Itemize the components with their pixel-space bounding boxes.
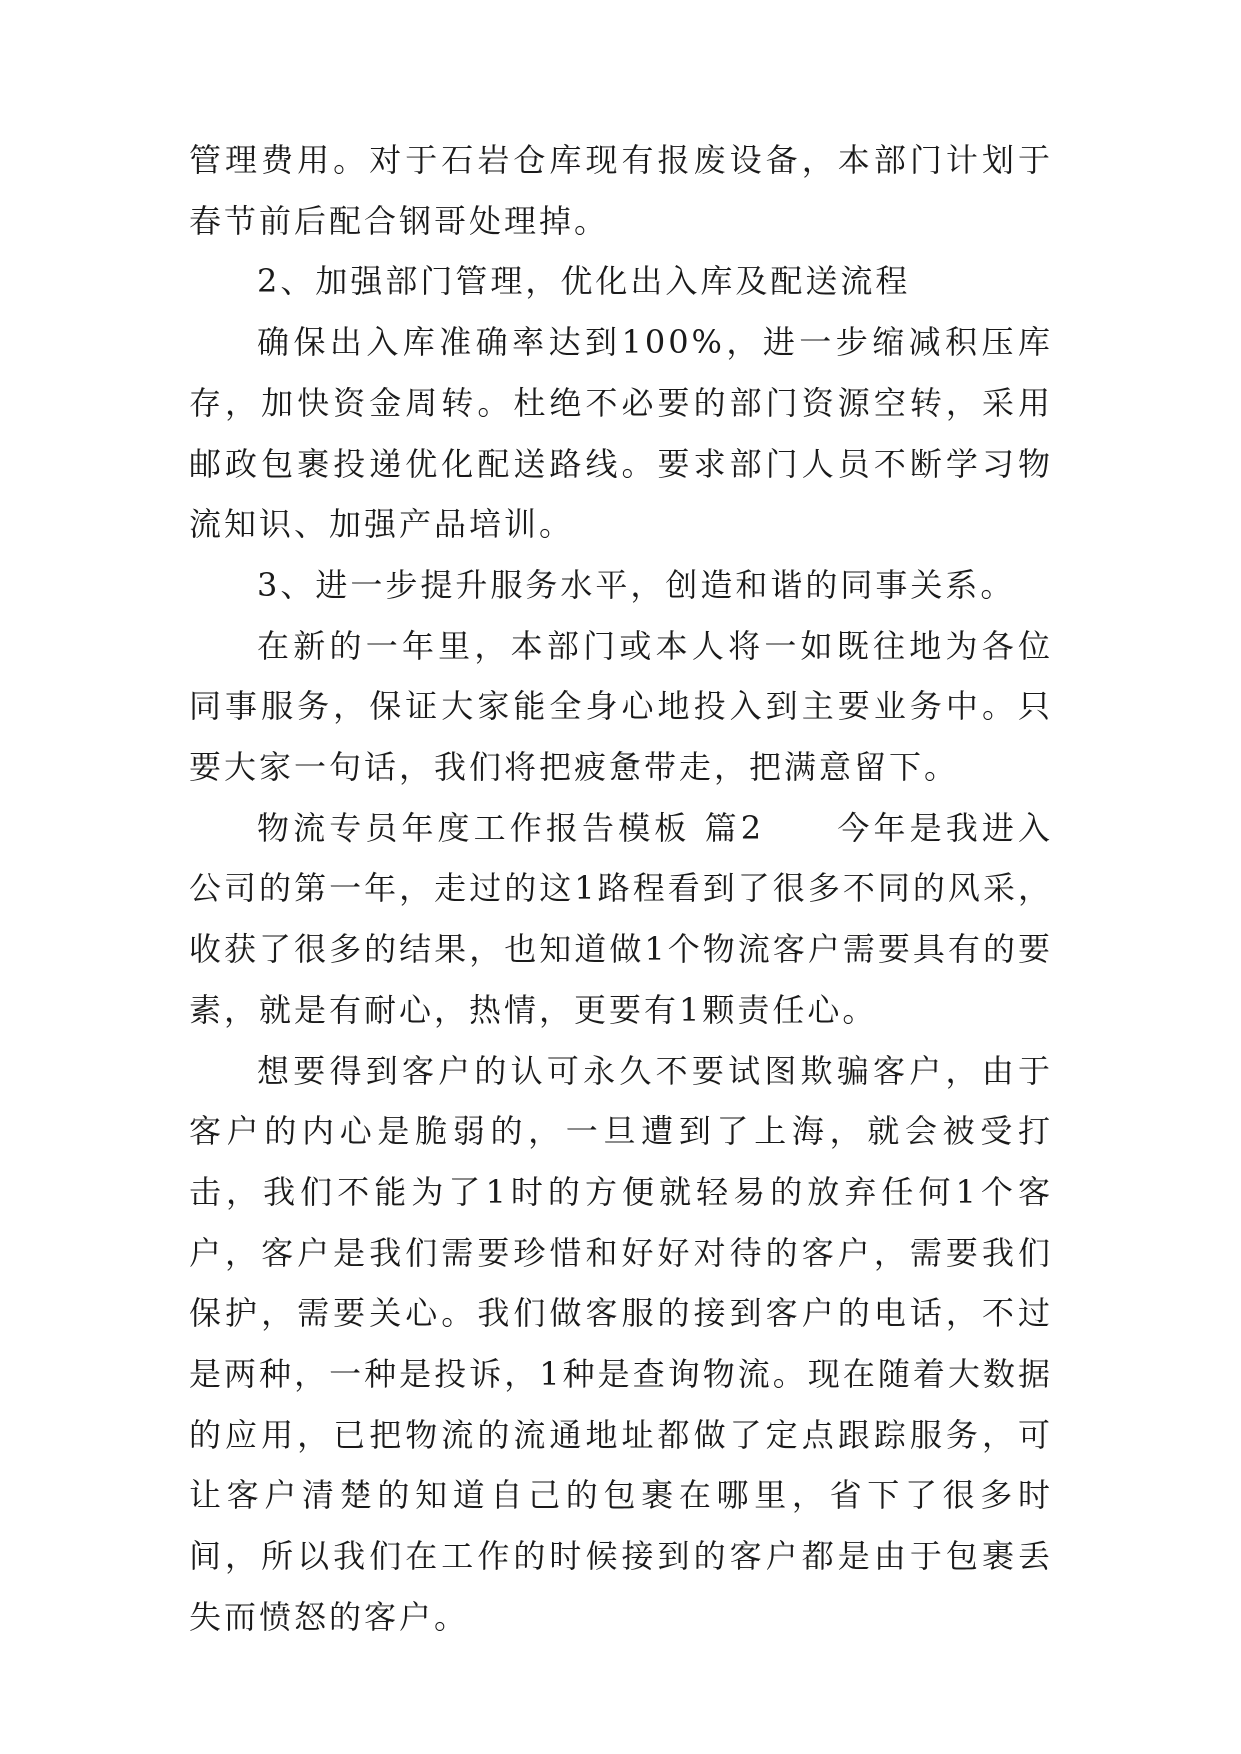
document-body [189, 130, 1053, 1648]
paragraph: 确保出入库准确率达到100%，进一步缩减积压库存，加快资金周转。杜绝不必要的部门资源空转，采用邮政包裹投递优化配送路线。要求部门人员不断学习物流知识、加强产品培训。 [189, 323, 1053, 544]
section-heading-2: 2、加强部门管理，优化出入库及配送流程 [257, 262, 911, 301]
paragraph-part-2-intro: 物流专员年度工作报告模板 篇2 今年是我进入公司的第一年，走过的这1路程看到了很多不同的风采，收获了很多的结果，也知道做1个物流客户需要具有的要素，就是有耐心，热情，更要有1颗责任心。 [189, 808, 1053, 1029]
paragraph: 想要得到客户的认可永久不要试图欺骗客户，由于客户的内心是脆弱的，一旦遭到了上海，就会被受打击，我们不能为了1时的方便就轻易的放弃任何1个客户，客户是我们需要珍惜和好好对待的客户，需要我们保护，需要关心。我们做客服的接到客户的电话，不过是两种，一种是投诉，1种是查询物流。现在随着大数据的应用，已把物流的流通地址都做了定点跟踪服务，可让客户清楚的知道自己的包裹在哪里，省下了很多时间，所以我们在工作的时候接到的客户都是由于包裹丢失而愤怒的客户。 [189, 1051, 1053, 1636]
paragraph-continuation: 管理费用。对于石岩仓库现有报废设备，本部门计划于春节前后配合钢哥处理掉。 [189, 141, 1053, 240]
section-heading-3: 3、进一步提升服务水平，创造和谐的同事关系。 [257, 565, 1016, 604]
paragraph: 在新的一年里，本部门或本人将一如既往地为各位同事服务，保证大家能全身心地投入到主要业务中。只要大家一句话，我们将把疲惫带走，把满意留下。 [189, 626, 1053, 787]
